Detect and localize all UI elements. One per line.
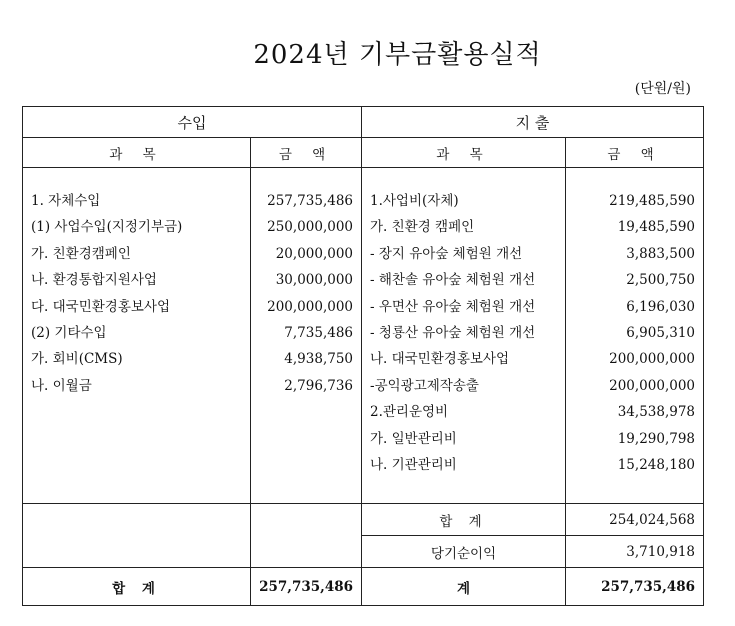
expense-row-amount: 2,500,750 [626, 272, 696, 289]
expense-row-label: -공익광고제작송출 [370, 377, 479, 394]
income-row-label: 나. 환경통합지원사업 [31, 272, 157, 289]
income-row-label: (1) 사업수입(지정기부금) [31, 219, 183, 236]
expense-row-label: - 장지 유아숲 체험원 개선 [370, 245, 523, 262]
net-income-amount: 3,710,918 [566, 536, 704, 568]
income-row-label: 1. 자체수입 [31, 193, 101, 209]
income-row-label: 가. 친환경캠페인 [31, 245, 131, 262]
income-subject-header: 과 목 [23, 138, 251, 168]
income-empty-cell [23, 504, 251, 568]
donation-usage-table [22, 106, 704, 606]
expense-row-amount: 19,485,590 [617, 219, 696, 236]
income-header: 수입 [23, 107, 362, 138]
income-row-amount: 200,000,000 [267, 298, 354, 315]
expense-row-amount: 219,485,590 [609, 193, 696, 209]
income-amount-cell [251, 168, 362, 504]
income-row-amount: 30,000,000 [275, 272, 354, 289]
expense-row-label: 나. 기관관리비 [370, 456, 457, 473]
net-income-label: 당기순이익 [362, 536, 566, 568]
income-amount-header: 금 액 [251, 138, 362, 168]
income-subject-cell [23, 168, 251, 504]
expense-row-label: 가. 일반관리비 [370, 430, 457, 447]
expense-row-amount: 200,000,000 [609, 351, 696, 368]
expense-header: 지 출 [362, 107, 704, 138]
expense-row-amount: 200,000,000 [609, 377, 696, 394]
expense-amount-cell [566, 168, 704, 504]
income-row-amount: 7,735,486 [284, 324, 354, 341]
expense-row-label: - 해찬솔 유아숲 체험원 개선 [370, 272, 536, 289]
expense-row-label: - 청룡산 유아숲 체험원 개선 [370, 324, 536, 341]
income-row-amount: 250,000,000 [267, 219, 354, 236]
expense-subtotal-label: 합 계 [362, 504, 566, 536]
expense-amount-header: 금 액 [566, 138, 704, 168]
income-row-label: 나. 이월금 [31, 377, 92, 394]
expense-total-label: 계 [362, 568, 566, 606]
expense-row-label: 2.관리운영비 [370, 404, 449, 421]
income-total-label: 합 계 [23, 568, 251, 606]
expense-row-amount: 6,905,310 [626, 324, 696, 341]
expense-row-amount: 34,538,978 [617, 404, 696, 421]
expense-row-amount: 15,248,180 [617, 456, 696, 473]
income-total-amount: 257,735,486 [251, 568, 362, 606]
income-row-label: 다. 대국민환경홍보사업 [31, 298, 170, 315]
expense-row-label: - 우면산 유아숲 체험원 개선 [370, 298, 536, 315]
expense-row-label: 1.사업비(자체) [370, 193, 459, 209]
income-empty-amount-cell [251, 504, 362, 568]
expense-subject-header: 과 목 [362, 138, 566, 168]
expense-row-label: 나. 대국민환경홍보사업 [370, 351, 510, 368]
income-row-amount: 20,000,000 [275, 245, 354, 262]
expense-total-amount: 257,735,486 [566, 568, 704, 606]
expense-subject-cell [362, 168, 566, 504]
expense-row-amount: 3,883,500 [626, 245, 696, 262]
expense-row-label: 가. 친환경 캠페인 [370, 219, 475, 236]
unit-label: (단원/원) [634, 81, 691, 97]
expense-subtotal-amount: 254,024,568 [566, 504, 704, 536]
income-row-label: (2) 기타수입 [31, 324, 107, 341]
income-row-amount: 2,796,736 [284, 377, 354, 394]
income-row-amount: 257,735,486 [267, 193, 354, 209]
expense-row-amount: 19,290,798 [617, 430, 696, 447]
document-title: 2024년 기부금활용실적 [253, 40, 542, 70]
income-row-amount: 4,938,750 [284, 351, 354, 368]
income-row-label: 가. 회비(CMS) [31, 351, 123, 368]
expense-row-amount: 6,196,030 [626, 298, 696, 315]
